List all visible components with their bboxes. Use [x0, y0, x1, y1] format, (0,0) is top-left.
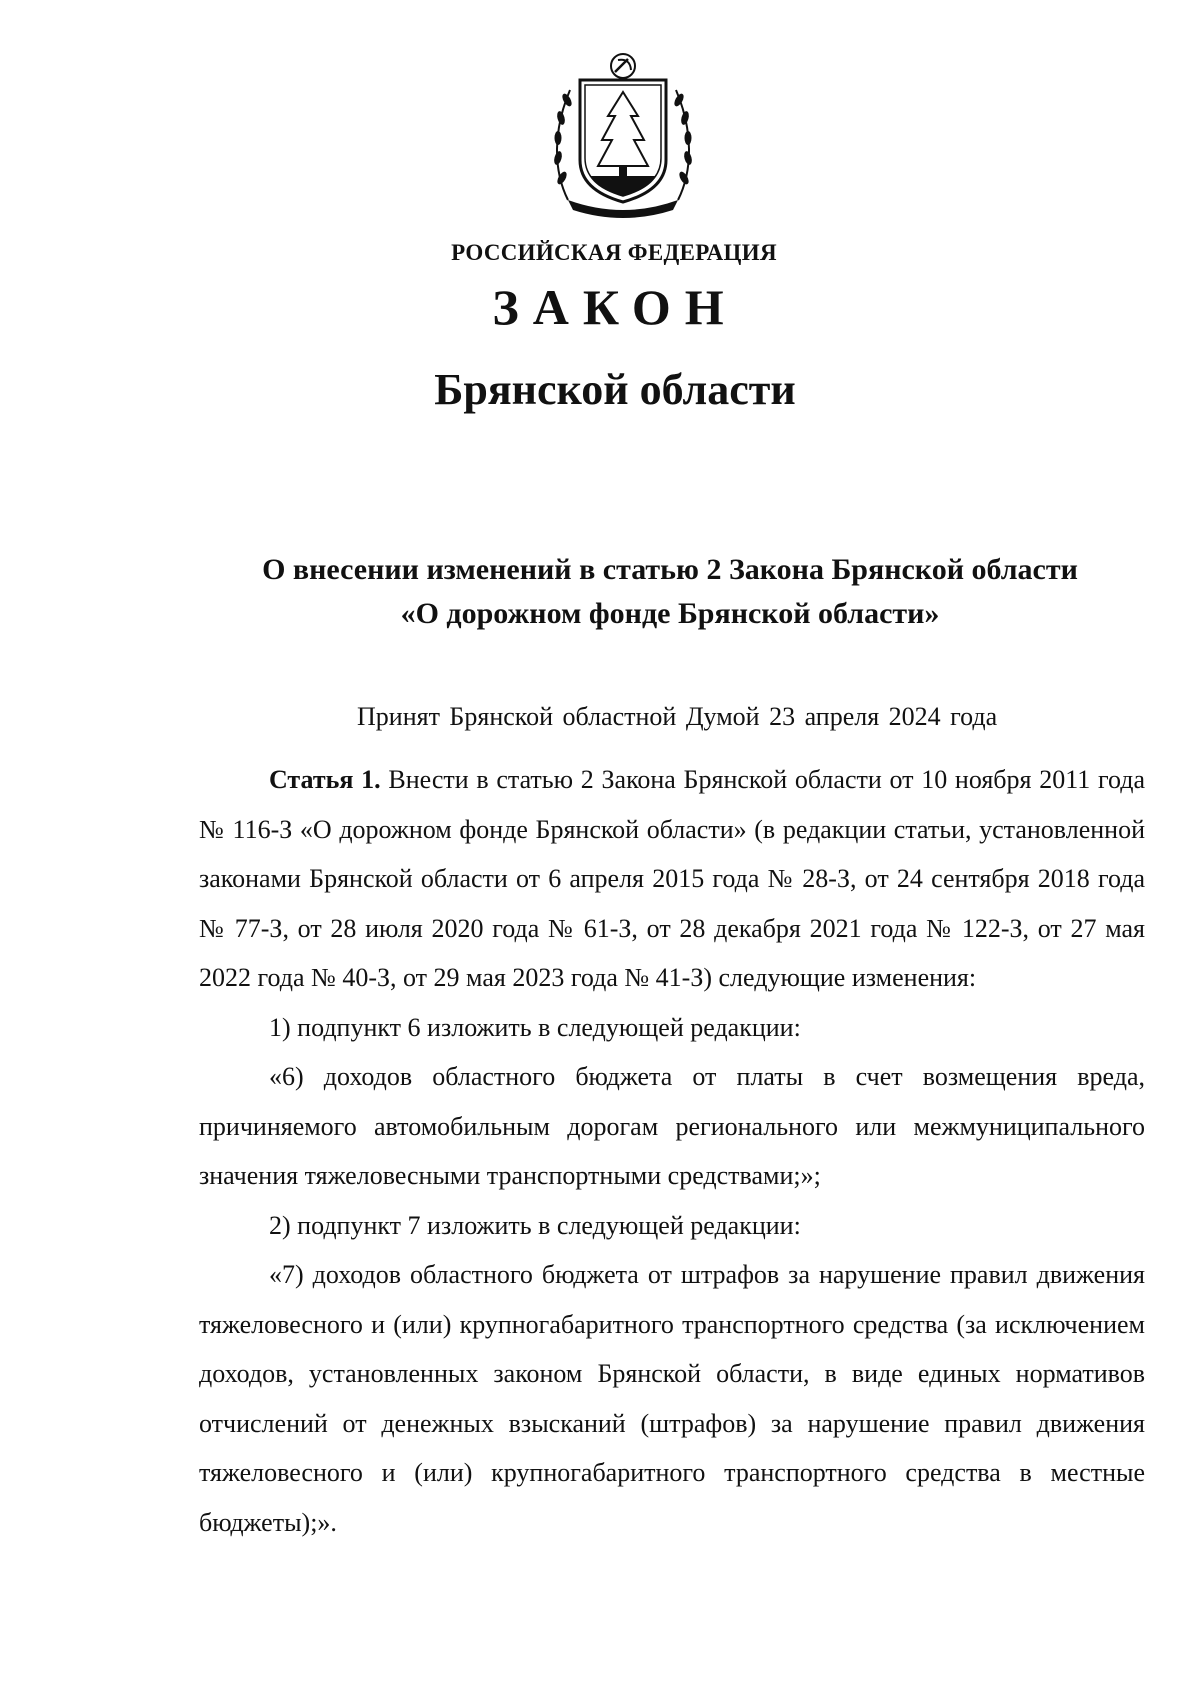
law-title: [160, 548, 1180, 636]
region-heading: Брянской области: [434, 365, 796, 414]
article-text: Внести в статью 2 Закона Брянской области от 10 ноября 2011 года № 116-З «О дорожном фонде Брянской области» (в редакции статьи, установленной законами Брянской области от 6 апреля 2015 года № 28-З, от 24 сентября 2018 года № 77-З, от 28 июля 2020 года № 61-З, от 28 декабря 2021 года № 122-З, от 27 мая 2022 года № 40-З, от 29 мая 2023 года № 41-З) следующие изменения:: [199, 765, 1146, 992]
paragraph-1: 1) подпункт 6 изложить в следующей редакции:: [269, 1012, 801, 1042]
country-heading: РОССИЙСКАЯ ФЕДЕРАЦИЯ: [451, 240, 777, 265]
article-1-paragraph: [199, 755, 1145, 1003]
paragraph-3: 2) подпункт 7 изложить в следующей редакции:: [269, 1210, 801, 1240]
law-title-line-2: «О дорожном фонде Брянской области»: [400, 597, 940, 630]
paragraph-4: «7) доходов областного бюджета от штрафов за нарушение правил движения тяжеловесного и (или) крупногабаритного транспортного средства (за исключением доходов, установленных законом Брянской области, в виде единых нормативов отчислений от денежных взысканий (штрафов) за нарушение правил движения тяжеловесного и (или) крупногабаритного транспортного средства в местные бюджеты);».: [199, 1260, 1145, 1537]
law-title-line-1: О внесении изменений в статью 2 Закона Брянской области: [262, 553, 1078, 586]
article-label: Статья 1.: [269, 765, 381, 794]
coat-of-arms-icon: [548, 50, 698, 218]
paragraph-2: «6) доходов областного бюджета от платы в счет возмещения вреда, причиняемого автомобильным дорогам регионального или межмуниципального значения тяжеловесными транспортными средствами;»;: [199, 1062, 1145, 1190]
adoption-note: Принят Брянской областной Думой 23 апреля 2024 года: [357, 702, 998, 731]
document-type-heading: ЗАКОН: [492, 279, 738, 335]
law-body: [199, 755, 1145, 1547]
